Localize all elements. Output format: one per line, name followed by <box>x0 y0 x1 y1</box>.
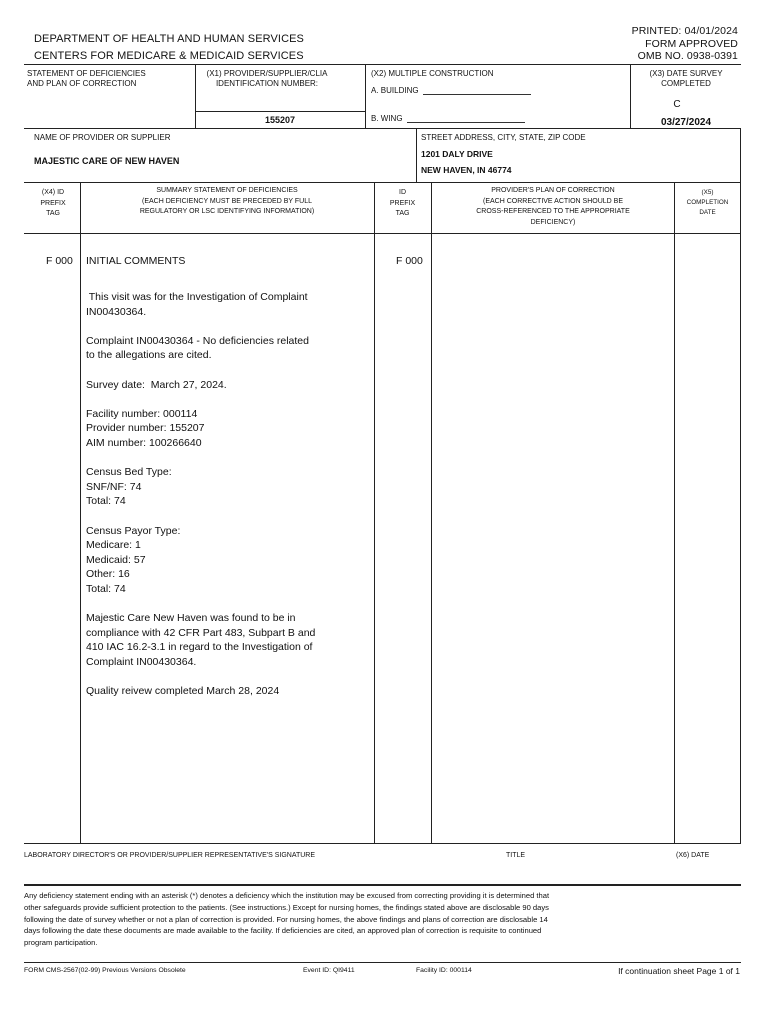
event-id: Event ID: QI9411 <box>303 967 355 974</box>
findings-text <box>86 290 371 713</box>
divider <box>195 64 196 129</box>
address-label: STREET ADDRESS, CITY, STATE, ZIP CODE <box>421 133 586 142</box>
header-line: TAG <box>395 210 410 217</box>
column-divider <box>80 183 81 843</box>
finding-paragraph <box>86 334 371 363</box>
building-blank <box>423 86 531 95</box>
header-line: (X4) ID <box>41 189 65 196</box>
x1-label-line: IDENTIFICATION NUMBER: <box>215 79 319 88</box>
provider-name-label: NAME OF PROVIDER OR SUPPLIER <box>34 133 171 142</box>
header-line: PREFIX <box>40 199 66 207</box>
survey-completed-date: 03/27/2024 <box>660 117 712 128</box>
header-line: SUMMARY STATEMENT OF DEFICIENCIES <box>156 187 298 194</box>
column-divider <box>740 183 741 843</box>
survey-type-letter: C <box>673 99 681 110</box>
finding-line: Survey date: March 27, 2024. <box>86 378 227 391</box>
rule <box>24 884 741 886</box>
finding-line: Census Payor Type: <box>86 524 181 537</box>
footnote-line: days following the date these documents are made available to the facility. If deficiencies are cited, an approved plan of correction is requisite to continued <box>24 926 542 936</box>
right-tag: F 000 <box>396 255 423 267</box>
signature-label: LABORATORY DIRECTOR'S OR PROVIDER/SUPPLIER REPRESENTATIVE'S SIGNATURE <box>24 852 316 859</box>
x5-header <box>675 188 740 218</box>
finding-paragraph <box>86 611 371 669</box>
wing-blank <box>407 114 525 123</box>
finding-line: This visit was for the Investigation of Complaint <box>86 291 308 303</box>
header-line: (X5) <box>701 189 714 196</box>
rule <box>24 128 741 129</box>
statement-label <box>27 69 146 89</box>
x3-label-line: (X3) DATE SURVEY <box>649 69 723 78</box>
divider <box>365 64 366 129</box>
header-line: (EACH CORRECTIVE ACTION SHOULD BE <box>482 197 624 205</box>
finding-line: 410 IAC 16.2-3.1 in regard to the Investigation of <box>86 641 313 654</box>
finding-line: Census Bed Type: <box>86 466 172 479</box>
finding-line: to the allegations are cited. <box>86 349 212 362</box>
header-line: COMPLETION <box>686 199 729 206</box>
finding-line: Medicaid: 57 <box>86 553 146 566</box>
title-label: TITLE <box>506 852 526 859</box>
x4-header <box>24 188 82 220</box>
column-divider <box>674 183 675 843</box>
rule <box>195 111 365 112</box>
statement-label-line: AND PLAN OF CORRECTION <box>27 79 137 88</box>
form-number: FORM CMS-2567(02-99) Previous Versions Obsolete <box>24 967 186 974</box>
header-line: CROSS-REFERENCED TO THE APPROPRIATE <box>476 208 630 215</box>
footnote-line: Any deficiency statement ending with an asterisk (*) denotes a deficiency which the institution may be excused from correcting providing it is determined that <box>24 891 550 900</box>
city-state-zip: NEW HAVEN, IN 46774 <box>421 165 512 175</box>
finding-line: Facility number: 000114 <box>86 407 198 420</box>
finding-paragraph <box>86 684 371 699</box>
provider-id-number: 155207 <box>264 115 296 125</box>
header-line: TAG <box>46 210 60 217</box>
finding-line: AIM number: 100266640 <box>86 436 202 449</box>
finding-line: Other: 16 <box>86 568 130 581</box>
footnote-line: other safeguards provide sufficient protection to the patients. (See instructions.) Except for nursing homes, the findings stated above are disclosable 90 days <box>24 902 549 912</box>
header-line: REGULATORY OR LSC IDENTIFYING INFORMATION) <box>139 208 315 215</box>
facility-id: Facility ID: 000114 <box>416 967 472 974</box>
finding-paragraph <box>86 407 371 451</box>
page-indicator: If continuation sheet Page 1 of 1 <box>618 966 740 976</box>
wing-label: B. WING <box>371 114 403 123</box>
statement-label-line: STATEMENT OF DEFICIENCIES <box>27 69 146 78</box>
finding-line: IN00430364. <box>86 305 147 318</box>
x3-label <box>632 69 740 89</box>
left-tag: F 000 <box>46 255 73 267</box>
finding-line: Complaint IN00430364 - No deficiencies related <box>86 334 309 347</box>
header-line: PREFIX <box>389 199 416 207</box>
x2-label: (X2) MULTIPLE CONSTRUCTION <box>371 69 494 78</box>
form-approved: FORM APPROVED <box>645 38 738 50</box>
agency-name: DEPARTMENT OF HEALTH AND HUMAN SERVICES <box>34 33 304 45</box>
divider <box>630 64 631 129</box>
header-line: ID <box>399 189 406 196</box>
disclosure-footnote <box>24 890 740 949</box>
section-heading: INITIAL COMMENTS <box>86 255 186 267</box>
agency-subname: CENTERS FOR MEDICARE & MEDICAID SERVICES <box>34 50 304 62</box>
rule <box>24 64 741 65</box>
rule <box>24 962 741 963</box>
finding-paragraph <box>86 465 371 509</box>
header-line: (EACH DEFICIENCY MUST BE PRECEDED BY FULL <box>142 197 312 205</box>
divider <box>740 128 741 183</box>
id-prefix-header <box>374 188 431 220</box>
finding-line: Medicare: 1 <box>86 539 141 552</box>
rule <box>24 233 741 234</box>
finding-paragraph <box>86 290 371 319</box>
rule <box>24 182 741 183</box>
wing-field <box>371 114 525 123</box>
street-address: 1201 DALY DRIVE <box>421 149 493 159</box>
summary-header <box>82 186 372 218</box>
omb-number: OMB NO. 0938-0391 <box>637 50 738 62</box>
header-line: DEFICIENCY) <box>530 218 576 226</box>
building-field <box>371 86 531 95</box>
finding-line: Provider number: 155207 <box>86 422 205 435</box>
divider <box>416 128 417 183</box>
finding-line: Total: 74 <box>86 495 126 508</box>
footnote-line: following the date of survey whether or not a plan of correction is provided. For nursing homes, the above findings and plans of correction are disclosable 14 <box>24 914 548 924</box>
rule <box>24 843 741 844</box>
footnote-line: program participation. <box>24 938 98 948</box>
x3-label-line: COMPLETED <box>661 79 711 88</box>
finding-paragraph <box>86 524 371 597</box>
finding-line: Majestic Care New Haven was found to be in <box>86 612 296 625</box>
signature-date-label: (X6) DATE <box>676 852 710 859</box>
finding-line: Complaint IN00430364. <box>86 655 197 668</box>
plan-header <box>432 186 674 228</box>
column-divider <box>374 183 375 843</box>
finding-line: Total: 74 <box>86 582 126 595</box>
header-line: PROVIDER'S PLAN OF CORRECTION <box>491 187 615 194</box>
printed-date: PRINTED: 04/01/2024 <box>631 25 738 37</box>
finding-line: Quality reivew completed March 28, 2024 <box>86 685 280 698</box>
finding-line: SNF/NF: 74 <box>86 480 142 493</box>
finding-line: compliance with 42 CFR Part 483, Subpart B and <box>86 626 316 639</box>
building-label: A. BUILDING <box>371 86 419 95</box>
header-line: DATE <box>699 209 716 216</box>
x1-label <box>197 69 337 89</box>
column-divider <box>431 183 432 843</box>
finding-paragraph <box>86 378 371 393</box>
x1-label-line: (X1) PROVIDER/SUPPLIER/CLIA <box>206 69 328 78</box>
provider-name: MAJESTIC CARE OF NEW HAVEN <box>34 156 180 166</box>
